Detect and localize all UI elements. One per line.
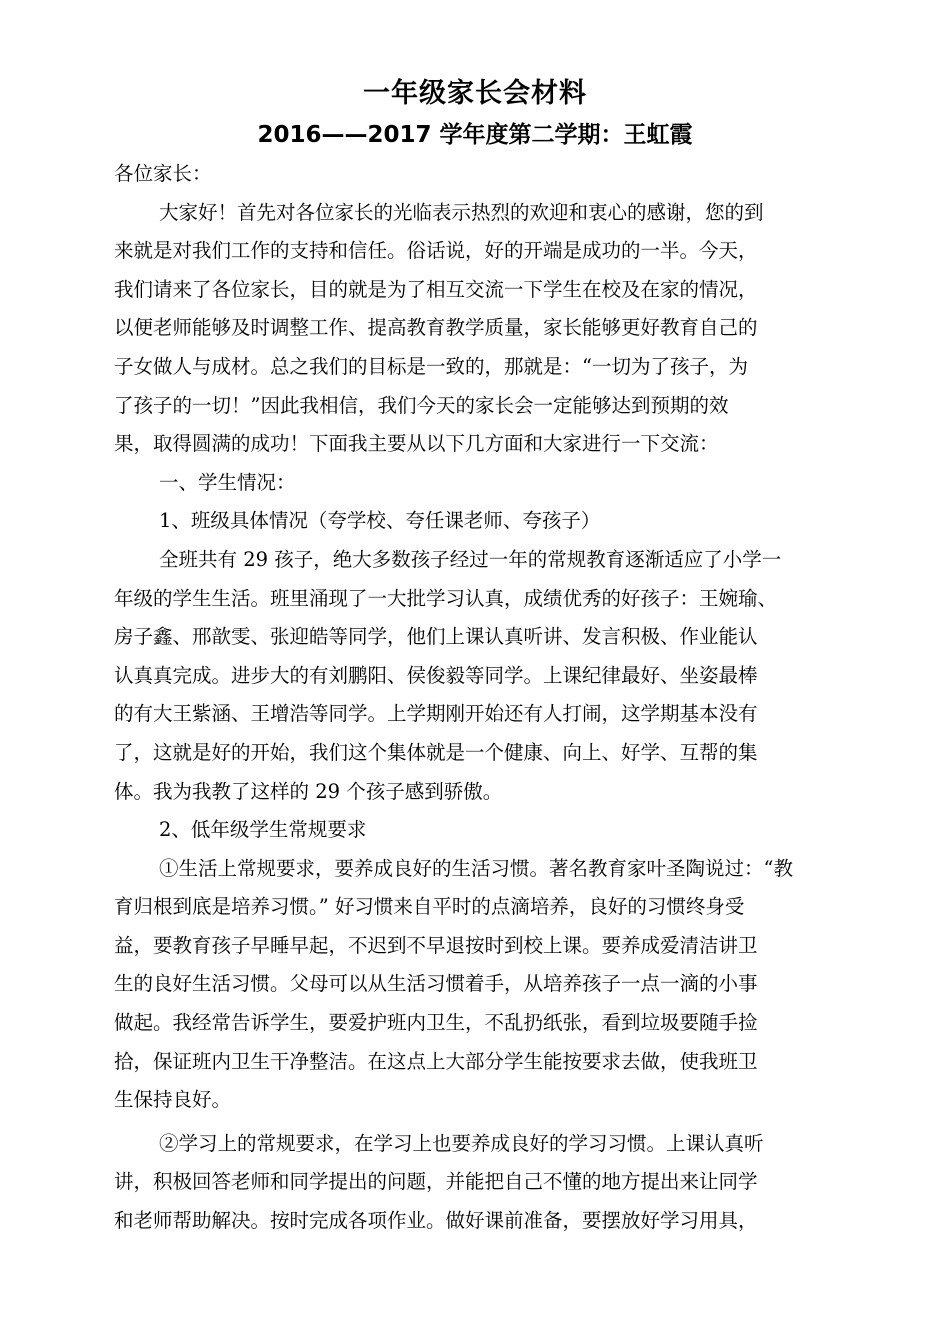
paragraph-line: 生的良好生活习惯。父母可以从生活习惯着手，从培养孩子一点一滴的小事 [114, 972, 758, 996]
paragraph-line: 做起。我经常告诉学生，要爱护班内卫生，不乱扔纸张，看到垃圾要随手捡 [114, 1011, 758, 1035]
section-heading: 一、学生情况： [159, 470, 296, 494]
paragraph-line: 育归根到底是培养习惯。” 好习惯来自平时的点滴培养，良好的习惯终身受 [114, 895, 745, 919]
paragraph-line: 房子鑫、邢歆雯、张迎皓等同学，他们上课认真听讲、发言积极、作业能认 [114, 625, 758, 649]
paragraph-line: 的有大王紫涵、王增浩等同学。上学期刚开始还有人打闹，这学期基本没有 [114, 702, 758, 726]
paragraph-line: ①生活上常规要求，要养成良好的生活习惯。著名教育家叶圣陶说过：“教 [159, 856, 793, 880]
paragraph-line: 拾，保证班内卫生干净整洁。在这点上大部分学生能按要求去做，使我班卫 [114, 1049, 758, 1073]
subsection-heading: 2、低年级学生常规要求 [159, 818, 367, 842]
paragraph-line: 子女做人与成材。总之我们的目标是一致的，那就是：“一切为了孩子，为 [114, 354, 748, 378]
paragraph-line: ②学习上的常规要求，在学习上也要养成良好的学习习惯。上课认真听 [159, 1131, 764, 1155]
paragraph-line: 来就是对我们工作的支持和信任。俗话说，好的开端是成功的一半。今天， [114, 239, 758, 263]
paragraph-line: 生保持良好。 [114, 1088, 232, 1112]
document-body [114, 155, 874, 1241]
paragraph-line: 我们请来了各位家长，目的就是为了相互交流一下学生在校及在家的情况， [114, 277, 758, 301]
paragraph-line: 和老师帮助解决。按时完成各项作业。做好课前准备，要摆放好学习用具， [114, 1209, 758, 1233]
salutation: 各位家长： [114, 162, 212, 185]
paragraph-line: 讲，积极回答老师和同学提出的问题，并能把自己不懂的地方提出来让同学 [114, 1170, 758, 1194]
paragraph-line: 年级的学生生活。班里涌现了一大批学习认真，成绩优秀的好孩子：王婉瑜、 [114, 586, 778, 610]
paragraph-line: 大家好！首先对各位家长的光临表示热烈的欢迎和衷心的感谢，您的到 [159, 200, 764, 224]
paragraph-line: 全班共有 29 孩子，绝大多数孩子经过一年的常规教育逐渐适应了小学一 [159, 547, 782, 571]
paragraph-line: 体。我为我教了这样的 29 个孩子感到骄傲。 [114, 779, 503, 803]
document-title: 一年级家长会材料 [363, 78, 587, 109]
paragraph-line: 以便老师能够及时调整工作、提高教育教学质量，家长能够更好教育自己的 [114, 316, 758, 340]
subsection-heading: 1、班级具体情况（夸学校、夸任课老师、夸孩子） [159, 509, 601, 533]
paragraph-line: 认真真完成。进步大的有刘鹏阳、侯俊毅等同学。上课纪律最好、坐姿最棒 [114, 663, 758, 687]
paragraph-line: 了孩子的一切！”因此我相信，我们今天的家长会一定能够达到预期的效 [114, 393, 729, 417]
paragraph-line: 益，要教育孩子早睡早起，不迟到不早退按时到校上课。要养成爱清洁讲卫 [114, 933, 758, 957]
document-subtitle: 2016——2017 学年度第二学期：王虹霞 [257, 122, 693, 148]
paragraph-line: 了，这就是好的开始，我们这个集体就是一个健康、向上、好学、互帮的集 [114, 740, 758, 764]
paragraph-line: 果，取得圆满的成功！下面我主要从以下几方面和大家进行一下交流： [114, 432, 719, 456]
